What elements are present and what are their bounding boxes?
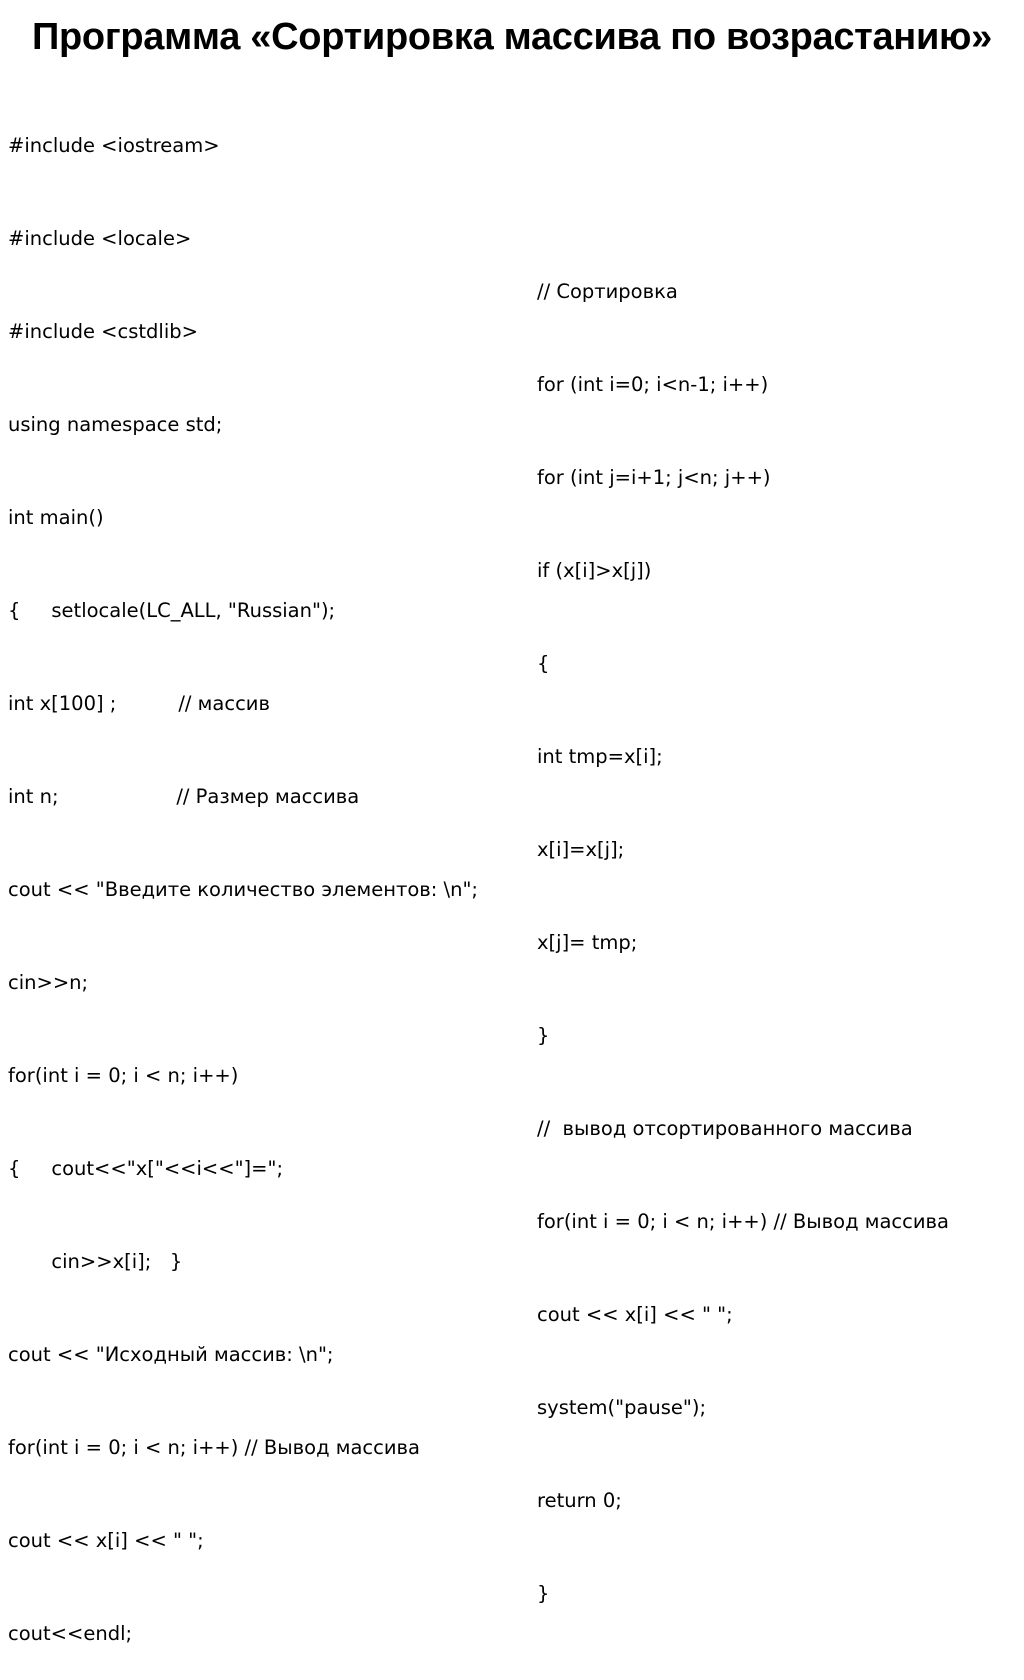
- code-line: #include <locale>: [8, 227, 192, 250]
- code-line: for(int i = 0; i < n; i++): [8, 1064, 239, 1087]
- page-title: Программа «Сортировка массива по возрастанию»: [31, 16, 992, 58]
- code-block-right: [537, 214, 949, 1640]
- code-line: cin>>x[i]; }: [8, 1250, 183, 1273]
- code-line: {: [537, 652, 550, 675]
- code-line: #include <iostream>: [8, 134, 220, 157]
- code-line: for(int i = 0; i < n; i++) // Вывод массива: [8, 1436, 420, 1459]
- code-line: }: [537, 1024, 550, 1047]
- code-line: cout << x[i] << " ";: [8, 1529, 204, 1552]
- code-line: if (x[i]>x[j]): [537, 559, 652, 582]
- code-line: { setlocale(LC_ALL, "Russian");: [8, 599, 336, 622]
- code-line: x[i]=x[j];: [537, 838, 625, 861]
- code-line: return 0;: [537, 1489, 622, 1512]
- code-line: // Сортировка: [537, 280, 678, 303]
- code-line: for(int i = 0; i < n; i++) // Вывод массива: [537, 1210, 949, 1233]
- code-line: using namespace std;: [8, 413, 223, 436]
- code-line: int main(): [8, 506, 104, 529]
- code-line: #include <cstdlib>: [8, 320, 198, 343]
- code-line: // вывод отсортированного массива: [537, 1117, 913, 1140]
- code-line: int x[100] ; // массив: [8, 692, 270, 715]
- code-block-left: [8, 68, 478, 1680]
- code-line: cout<<endl;: [8, 1622, 133, 1645]
- code-line: cin>>n;: [8, 971, 89, 994]
- code-line: x[j]= tmp;: [537, 931, 638, 954]
- code-line: }: [537, 1582, 550, 1605]
- code-line: cout << "Введите количество элементов: \n";: [8, 878, 478, 901]
- code-line: { cout<<"x["<<i<<"]=";: [8, 1157, 284, 1180]
- code-line: system("pause");: [537, 1396, 707, 1419]
- code-line: int n; // Размер массива: [8, 785, 360, 808]
- code-line: cout << "Исходный массив: \n";: [8, 1343, 334, 1366]
- code-line: int tmp=x[i];: [537, 745, 663, 768]
- code-line: cout << x[i] << " ";: [537, 1303, 733, 1326]
- code-line: for (int i=0; i<n-1; i++): [537, 373, 769, 396]
- code-line: for (int j=i+1; j<n; j++): [537, 466, 771, 489]
